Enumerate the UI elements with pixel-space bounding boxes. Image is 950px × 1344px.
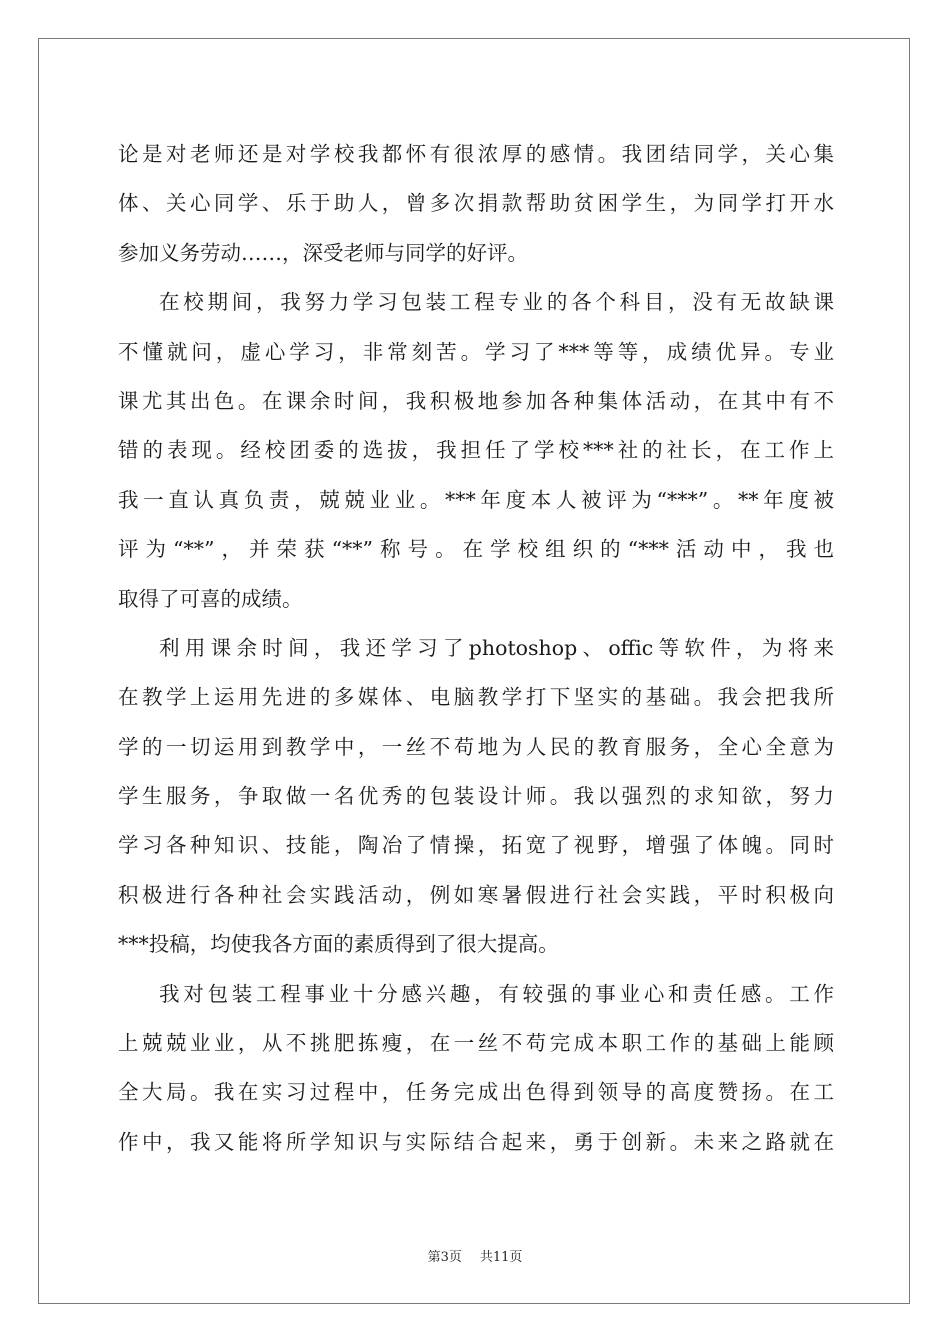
text-line: ***投稿，均使我各方面的素质得到了很大提高。 (118, 932, 559, 957)
text-line: 我一直认真负责，兢兢业业。***年度本人被评为“***”。**年度被 (118, 487, 834, 512)
page-number-total: 共11页 (479, 1250, 523, 1265)
text-line: 学习各种知识、技能，陶冶了情操，拓宽了视野，增强了体魄。同时 (118, 833, 834, 858)
text-line: 错的表现。经校团委的选拔，我担任了学校***社的社长，在工作上 (118, 438, 834, 463)
paragraph-first-line: 利用课余时间，我还学习了photoshop、offic等软件，为将来 (159, 635, 834, 660)
text-line: 取得了可喜的成绩。 (118, 586, 303, 611)
document-body (118, 130, 834, 1167)
text-line: 学生服务，争取做一名优秀的包装设计师。我以强烈的求知欲，努力 (118, 784, 834, 809)
text-line: 课尤其出色。在课余时间，我积极地参加各种集体活动，在其中有不 (118, 388, 834, 413)
text-line: 体、关心同学、乐于助人，曾多次捐款帮助贫困学生，为同学打开水 (118, 191, 834, 216)
text-line: 在教学上运用先进的多媒体、电脑教学打下坚实的基础。我会把我所 (118, 685, 834, 710)
paragraph-first-line: 在校期间，我努力学习包装工程专业的各个科目，没有无故缺课 (159, 290, 834, 315)
text-line: 学的一切运用到教学中，一丝不苟地为人民的教育服务，全心全意为 (118, 734, 834, 759)
page-number-current: 第3页 (427, 1250, 462, 1265)
text-line: 评为“**”，并荣获“**”称号。在学校组织的“***活动中，我也 (118, 537, 834, 562)
paragraph-first-line: 我对包装工程事业十分感兴趣，有较强的事业心和责任感。工作 (159, 981, 834, 1006)
text-line: 论是对老师还是对学校我都怀有很浓厚的感情。我团结同学，关心集 (118, 142, 834, 166)
text-line: 全大局。我在实习过程中，任务完成出色得到领导的高度赞扬。在工 (118, 1080, 834, 1105)
page-footer (0, 1246, 950, 1265)
text-line: 参加义务劳动……，深受老师与同学的好评。 (118, 240, 528, 265)
text-line: 积极进行各种社会实践活动，例如寒暑假进行社会实践，平时积极向 (118, 882, 834, 907)
text-line: 不懂就问，虚心学习，非常刻苦。学习了***等等，成绩优异。专业 (118, 339, 834, 364)
text-line: 作中，我又能将所学知识与实际结合起来，勇于创新。未来之路就在 (118, 1129, 834, 1154)
text-line: 上兢兢业业，从不挑肥拣瘦，在一丝不苟完成本职工作的基础上能顾 (118, 1031, 834, 1056)
